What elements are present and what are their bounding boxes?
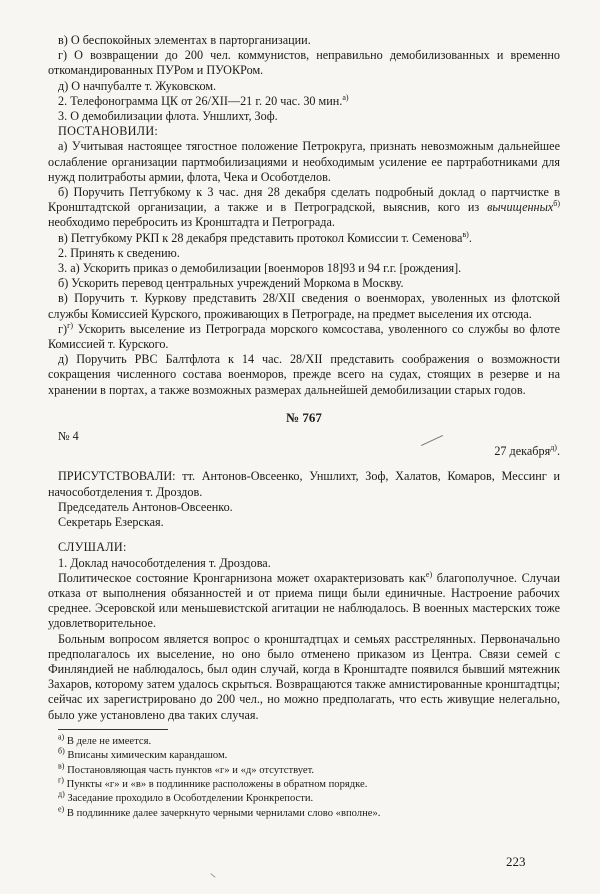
footnote-ref: в) xyxy=(462,229,469,239)
item-b2 xyxy=(48,185,560,231)
footnote xyxy=(48,789,560,806)
protocol-date-text: 27 декабря xyxy=(494,444,551,459)
footnote-text: Постановляющая часть пунктов «г» и «д» отсутствует. xyxy=(64,764,315,776)
protocol-date-end: . xyxy=(556,444,560,459)
page-number: 223 xyxy=(506,854,526,869)
footnote-ref: а) xyxy=(342,92,349,102)
item-r2: 2. Принять к сведению. xyxy=(58,245,180,260)
present-list: ПРИСУТСТВОВАЛИ: тт. Антонов-Овсеенко, Уншлихт, Зоф, Халатов, Комаров, Мессинг и начособотделения т. Дроздов. xyxy=(48,469,560,499)
item-p2 xyxy=(48,94,560,109)
secretary: Секретарь Езерская. xyxy=(58,515,164,530)
footnote-mark: б) xyxy=(58,746,65,756)
item-v2-text: в) Петгубкому РКП к 28 декабря представить протокол Комиссии т. Семенова xyxy=(58,230,463,245)
report-para-1 xyxy=(48,571,560,632)
footnote xyxy=(48,775,560,792)
footnote-mark: а) xyxy=(58,732,65,742)
item-g3 xyxy=(48,322,560,352)
footnote-ref: д) xyxy=(550,443,557,453)
footnotes xyxy=(48,732,560,821)
item-b2-text-2: необходимо перебросить из Кронштадта и Петрограда. xyxy=(48,215,335,230)
section-slushali: СЛУШАЛИ: xyxy=(58,540,127,555)
item-a3: 3. а) Ускорить приказ о демобилизации [военморов 18]93 и 94 г.г. [рождения]. xyxy=(58,261,462,276)
footnote-ref: б) xyxy=(553,199,560,209)
footnote-text: Заседание проходило в Особотделении Кронкрепости. xyxy=(64,793,314,805)
footnote xyxy=(48,804,560,821)
footnote xyxy=(48,746,560,763)
footnote-text: В подлиннике далее зачеркнуто черными чернилами слово «вполне». xyxy=(64,807,381,819)
report-para-1-b: благополучное. Случаи отказа от выполнения обязанностей и от приема пищи были единичные. Настроение рабочих среднее. Эсеровской или меньшевистской агитации не наблюдалось. В военных мастерских тоже удовлетворительное. xyxy=(48,570,560,631)
footnote xyxy=(48,732,560,749)
footnote-mark: д) xyxy=(58,789,65,799)
item-p3: 3. О демобилизации флота. Уншлихт, Зоф. xyxy=(58,109,278,124)
footnote-ref: г) xyxy=(67,320,74,330)
item-b2-emphasis: вычищенных xyxy=(487,200,554,215)
item-a2: а) Учитывая настоящее тягостное положение Петрокруга, признать невозможным дальнейшее ослабление организации партмобилизациями и необходимым усиление ее партработниками для нужд политработы армии, флота, Чека и Особотделов. xyxy=(48,139,560,184)
footnote xyxy=(48,761,560,778)
footnote-divider xyxy=(58,729,168,730)
footnote-text: Пункты «г» и «в» в подлиннике расположены в обратном порядке. xyxy=(63,778,368,790)
item-p2-text: 2. Телефонограмма ЦК от 26/XII—21 г. 20 час. 30 мин. xyxy=(58,93,343,108)
item-v3: в) Поручить т. Куркову представить 28/XII сведения о военморах, уволенных из флотской службы Комиссией Курского, проживающих в Петрограде, на предмет выселения их отсюда. xyxy=(48,291,560,321)
footnote-text: В деле не имеется. xyxy=(64,735,152,747)
item-g3-prefix: г) xyxy=(58,321,68,336)
report-para-1-a: Политическое состояние Кронгарнизона может охарактеризовать как xyxy=(58,570,426,585)
pencil-mark xyxy=(210,873,215,878)
item-v2-end: . xyxy=(468,230,472,245)
footnote-ref: е) xyxy=(425,569,433,579)
text-block xyxy=(48,33,560,821)
protocol-number: № 4 xyxy=(58,429,79,444)
section-postanovili: ПОСТАНОВИЛИ: xyxy=(58,124,159,139)
item-d3: д) Поручить РВС Балтфлота к 14 час. 28/XII представить соображения о возможности сокращения численного состава военморов, прежде всего на судах, стоящих в резерве и на хранении в портах, а также возможных размерах дальнейшей демобилизации старых годов. xyxy=(48,352,560,397)
footnote-mark: в) xyxy=(58,761,65,771)
document-heading: № 767 xyxy=(286,409,322,425)
item-v1: в) О беспокойных элементах в парторганизации. xyxy=(58,33,311,47)
protocol-date xyxy=(48,444,560,459)
item-d1: д) О начпубалте т. Жуковском. xyxy=(58,78,217,93)
item-b2-text-1: б) Поручить Петгубкому к 3 час. дня 28 декабря сделать подробный доклад о партчистке в Кронштадтской организации, а также и в Петроградской, выяснив, кого из xyxy=(48,185,560,215)
footnote-mark: г) xyxy=(58,775,64,785)
agenda-item-1: 1. Доклад начособотделения т. Дроздова. xyxy=(58,555,271,570)
item-b3: б) Ускорить перевод центральных учреждений Моркома в Москву. xyxy=(58,276,404,291)
item-v2 xyxy=(48,231,560,246)
item-g1: г) О возвращении до 200 чел. коммунистов, неправильно демобилизованных и временно откомандированных ПУРом и ПУОКРом. xyxy=(48,48,560,78)
footnote-text: Вписаны химическим карандашом. xyxy=(64,750,228,762)
chairman: Председатель Антонов-Овсеенко. xyxy=(58,499,233,514)
footnote-mark: е) xyxy=(58,804,65,814)
report-para-2: Больным вопросом является вопрос о кронштадтцах и семьях расстрелянных. Первоначально предполагалось их выселение, но оно было отменено приказом из Центра. Связи семей с Финляндией не наблюдалось, был один случай, когда в Кронштадте появился бывший мятежник Захаров, которому затем удалось скрыться. Возвращаются также амнистированные кронштадтцы; сейчас их зарегистрировано до 200 чел., но можно предполагать, что есть живущие нелегально, было уже установлено два таких случая. xyxy=(48,631,560,722)
item-g3-text: Ускорить выселение из Петрограда морского комсостава, уволенного со службы во флоте Комиссией т. Курского. xyxy=(48,321,560,352)
